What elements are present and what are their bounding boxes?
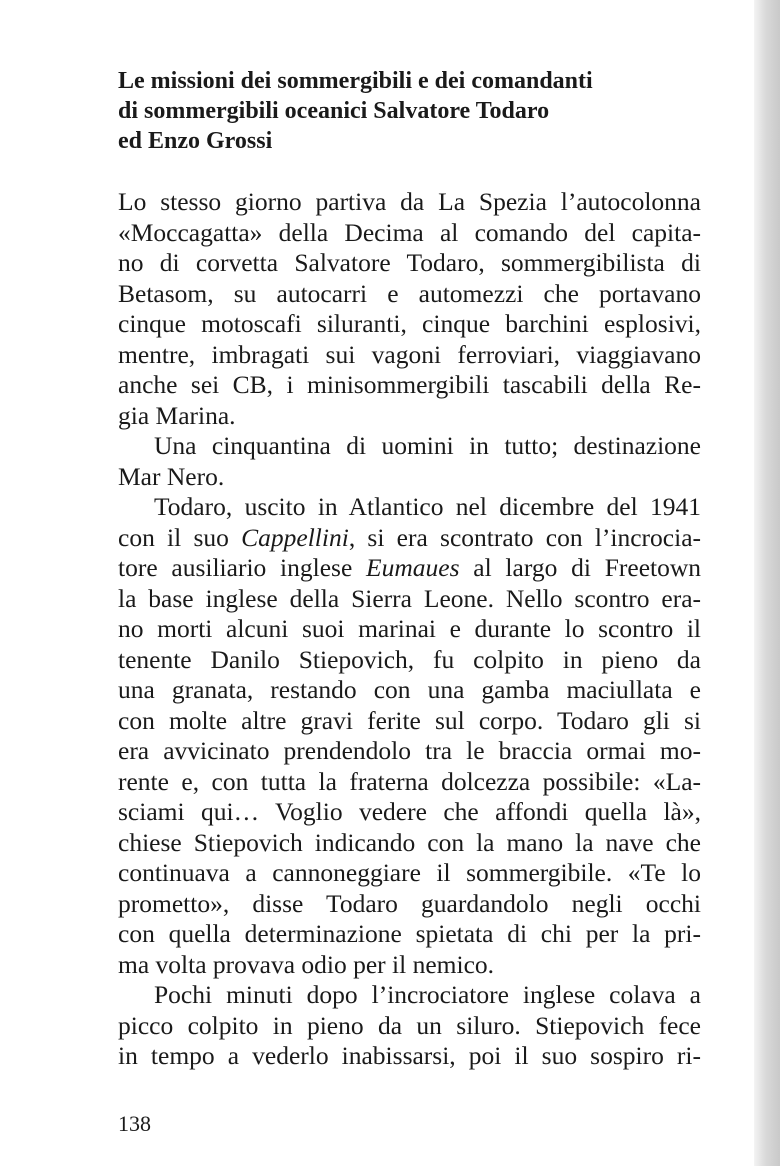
text-line: con quella determinazione spietata di chi per la pri-	[118, 919, 701, 948]
text-line: Mar Nero.	[118, 461, 225, 491]
heading-line: ed Enzo Grossi	[118, 128, 273, 154]
text-line: con molte altre gravi ferite sul corpo. Todaro gli si	[118, 705, 701, 735]
chapter-heading	[118, 66, 678, 156]
heading-line: di sommergibili oceanici Salvatore Todaro	[118, 98, 550, 124]
page-number: 138	[118, 1111, 151, 1136]
text-line: «Moccagatta» della Decima al comando del capita-	[118, 217, 701, 247]
text-line: Pochi minuti dopo l’incrociatore inglese colava a	[154, 980, 701, 1009]
paragraph	[118, 187, 701, 431]
text-line: era avvicinato prendendolo tra le braccia ormai mo-	[118, 736, 701, 765]
ship-name-cappellini: Cappellini	[241, 522, 349, 552]
text-line: Betasom, su autocarri e automezzi che portavano	[118, 278, 701, 308]
text-line: Una cinquantina di uomini in tutto; destinazione	[154, 431, 701, 460]
paragraph	[118, 431, 701, 492]
text-line: ma volta provava odio per il nemico.	[118, 949, 495, 979]
text-line: tenente Danilo Stiepovich, fu colpito in pieno da	[118, 644, 701, 674]
paragraph	[118, 980, 701, 1072]
text-line: Todaro, uscito in Atlantico nel dicembre del 1941	[154, 492, 701, 521]
heading-line: Le missioni dei sommergibili e dei comandanti	[118, 68, 593, 94]
text-line: continuava a cannoneggiare il sommergibile. «Te lo	[118, 858, 701, 887]
text-line: Lo stesso giorno partiva da La Spezia l’autocolonna	[118, 187, 701, 216]
text-line: prometto», disse Todaro guardandolo negli occhi	[118, 888, 701, 918]
text-line: sciami qui… Voglio vedere che affondi quella là»,	[118, 797, 701, 826]
ship-name-eumaues: Eumaues	[366, 553, 460, 582]
text-line	[118, 523, 701, 554]
text-line: rente e, con tutta la fraterna dolcezza possibile: «La-	[118, 766, 701, 796]
text-line: cinque motoscafi siluranti, cinque barchini esplosivi,	[118, 309, 701, 338]
paragraph	[118, 492, 701, 980]
text-line: chiese Stiepovich indicando con la mano la nave che	[118, 827, 701, 857]
text-line: mentre, imbragati sui vagoni ferroviari, viaggiavano	[118, 339, 701, 369]
text-line: no morti alcuni suoi marinai e durante lo scontro il	[118, 614, 701, 643]
text-run: con il suo	[118, 522, 242, 552]
text-line: picco colpito in pieno da un siluro. Stiepovich fece	[118, 1010, 701, 1040]
text-run: , si era scontrato con l’incrocia-	[348, 522, 701, 552]
text-run: al largo di Freetown	[459, 553, 702, 582]
text-line: in tempo a vederlo inabissarsi, poi il suo sospiro ri-	[118, 1041, 701, 1070]
text-run: tore ausiliario inglese	[118, 553, 367, 582]
text-line: la base inglese della Sierra Leone. Nello scontro era-	[118, 583, 701, 613]
text-line: gia Marina.	[118, 400, 236, 430]
text-line	[118, 553, 701, 584]
text-line: anche sei CB, i minisommergibili tascabili della Re-	[118, 370, 701, 399]
text-line: no di corvetta Salvatore Todaro, sommergibilista di	[118, 248, 701, 277]
body-text	[118, 187, 701, 1072]
text-line: una granata, restando con una gamba maciullata e	[118, 675, 701, 704]
book-gutter	[754, 0, 780, 1166]
